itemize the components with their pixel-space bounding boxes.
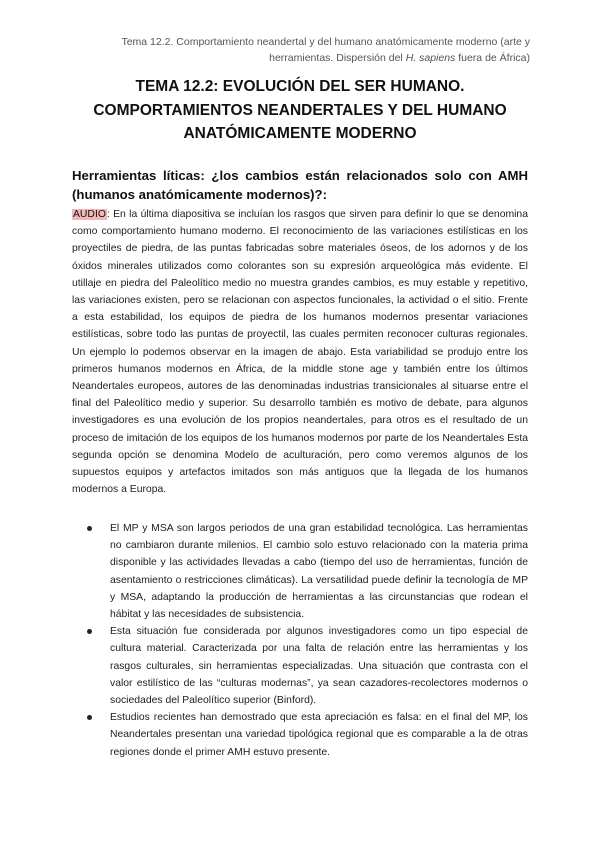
title-line-1: TEMA 12.2: EVOLUCIÓN DEL SER HUMANO. xyxy=(135,78,465,95)
running-header xyxy=(60,34,530,66)
bullet-icon xyxy=(87,526,92,531)
running-header-line-1: Tema 12.2. Comportamiento neandertal y del humano anatómicamente moderno (arte y xyxy=(121,36,530,48)
bullet-text: Esta situación fue considerada por algunos investigadores como un tipo especial de cultura material. Caracterizada por una falta de relación entre las herramientas y los rasgos culturales, sin herramientas especializadas. Una situación que contrasta con el valor estilístico de las “culturas modernas”, ya sean cazadores-recolectores modernos o sociedades del Paleolítico superior (Binford). xyxy=(110,626,528,707)
bullet-item xyxy=(72,623,528,709)
document-title xyxy=(72,75,528,146)
running-header-suffix: fuera de África) xyxy=(455,52,530,64)
audio-label: AUDIO xyxy=(73,209,106,220)
title-line-2: COMPORTAMIENTOS NEANDERTALES Y DEL HUMANO xyxy=(93,101,507,119)
running-header-species: H. sapiens xyxy=(405,52,456,64)
bullet-icon xyxy=(87,715,92,720)
bullet-item xyxy=(72,520,528,623)
bullet-text: Estudios recientes han demostrado que esta apreciación es falsa: en el final del MP, los Neandertales presentan una variedad tipológica regional que es comparable a la de otras regiones donde el primer AMH estuvo presente. xyxy=(110,712,528,758)
title-line-3: ANATÓMICAMENTE MODERNO xyxy=(183,125,417,142)
running-header-line-2 xyxy=(60,50,530,66)
bullet-text: El MP y MSA son largos periodos de una gran estabilidad tecnológica. Las herramientas no cambiaron durante milenios. El cambio solo estuvo relacionado con la materia prima disponible y las actividades llevadas a cabo (tiempo del uso de herramientas, función de asentamiento o restricciones climáticas). La versatilidad puede definir la tecnología de MP y MSA, adaptando la producción de herramientas a las circunstancias que rodean el hábitat y las necesidades de subsistencia. xyxy=(110,523,528,621)
bullet-list xyxy=(72,520,528,761)
section-heading: Herramientas líticas: ¿los cambios están relacionados solo con AMH (humanos anatómicamente modernos)?: xyxy=(72,168,528,202)
paragraph-text: : En la última diapositiva se incluían los rasgos que sirven para definir lo que se denomina como comportamiento humano moderno. El reconocimiento de las variaciones estilísticas en los proyectiles de piedra, de las puntas fabricadas sobre materiales óseos, de los adornos y de los óxidos minerales utilizados como colorantes son su expresión arqueológica más evidente. El utillaje en piedra del Paleolítico medio no muestra grandes cambios, es muy estable y repetitivo, las variaciones existen, pero se relacionan con aspectos funcionales, la actividad o el sitio. Frente a esta estabilidad, los equipos de piedra de los humanos modernos presentar variaciones estilísticas, sobre todo las puntas de proyectil, las cuales permiten reconocer culturas regionales. Un ejemplo lo podemos observar en la imagen de abajo. Esta variabilidad se produjo entre los primeros humanos modernos en África, de la middle stone age y también entre los últimos Neandertales europeos, autores de las denominadas industrias transicionales al situarse entre el final del Paleolítico medio y superior. Su desarrollo también es motivo de debate, para algunos investigadores es una evolución de los propios neandertales, para otros es el resultado de un proceso de imitación de los equipos de los humanos modernos por parte de los Neandertales Esta segunda opción se denomina Modelo de aculturación, pero como veremos algunos de los supuestos equipos y artefactos imitados son más antiguos que la llegada de los humanos modernos a Europa. xyxy=(72,209,528,496)
bullet-icon xyxy=(87,629,92,634)
bullet-item xyxy=(72,709,528,761)
body-paragraph xyxy=(72,206,528,498)
running-header-prefix: herramientas. Dispersión del xyxy=(269,52,406,64)
